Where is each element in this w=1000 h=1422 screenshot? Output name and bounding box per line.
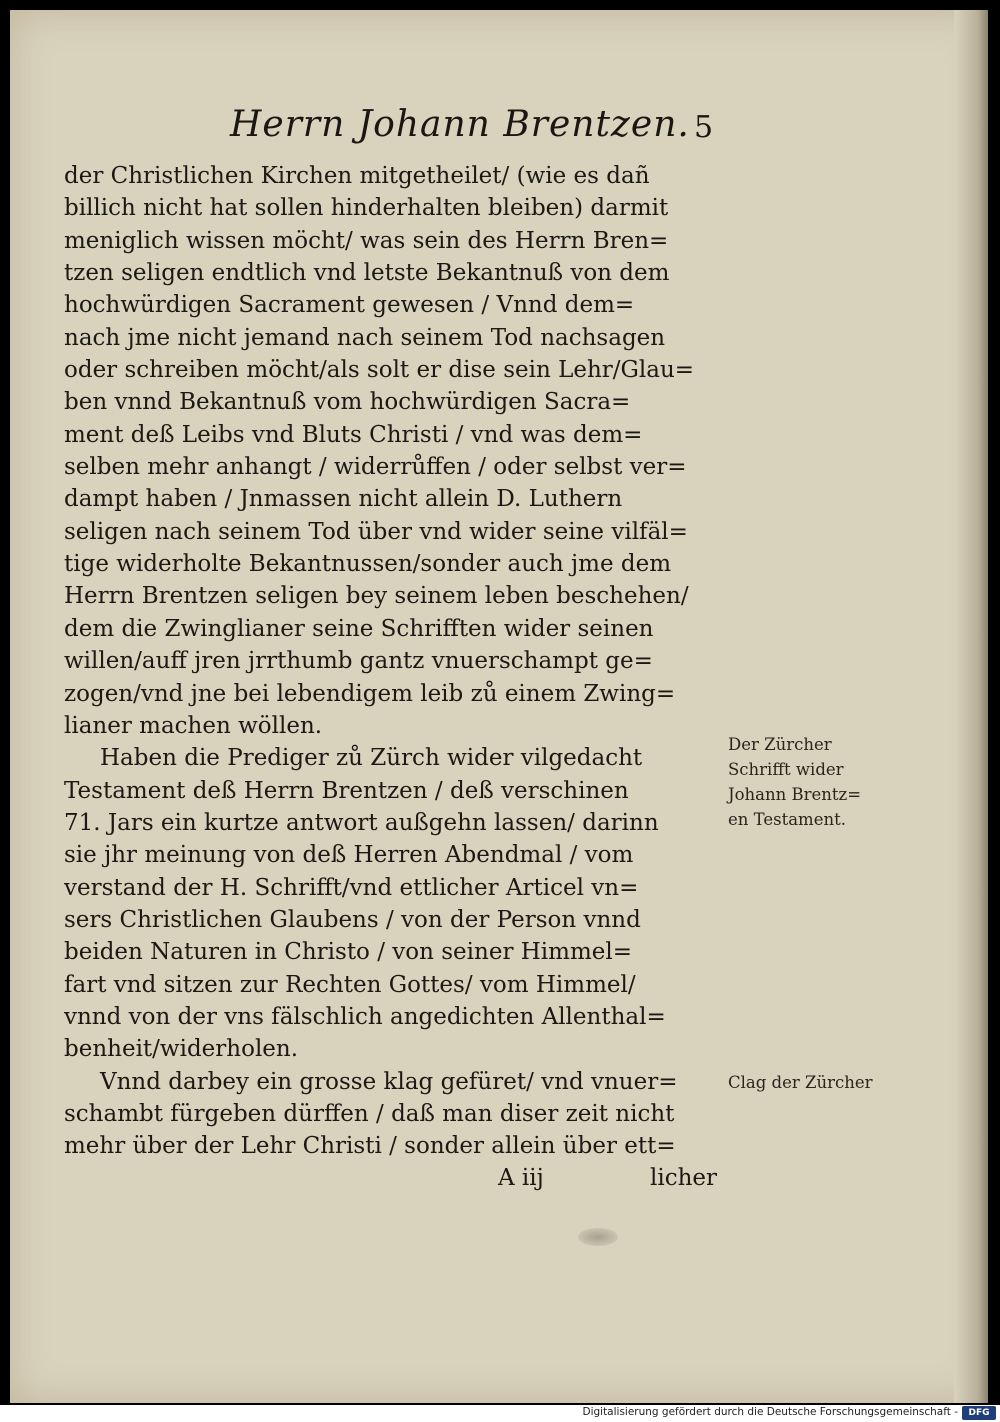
text-line: Haben die Prediger zů Zürch wider vilgedacht [100, 745, 643, 772]
dfg-logo: DFG [962, 1406, 996, 1420]
text-line: nach jme nicht jemand nach seinem Tod nachsagen [64, 324, 666, 351]
text-line: meniglich wissen möcht/ was sein des Herrn Bren= [64, 227, 669, 254]
text-line: zogen/vnd jne bei lebendigem leib zů einem Zwing= [64, 680, 676, 707]
text-line: mehr über der Lehr Christi / sonder allein über ett= [64, 1133, 676, 1160]
signature-line [490, 1165, 730, 1199]
margin-note-line: Der Zürcher [728, 735, 832, 754]
text-line: willen/auff jren jrrthumb gantz vnuerschampt ge= [64, 648, 653, 675]
body-text [64, 160, 724, 1163]
text-line: dampt haben / Jnmassen nicht allein D. Luthern [64, 486, 623, 513]
text-line: dem die Zwinglianer seine Schrifften wider seinen [64, 615, 654, 642]
text-line: Herrn Brentzen seligen bey seinem leben beschehen/ [64, 583, 689, 610]
footer-credit: Digitalisierung gefördert durch die Deutsche Forschungsgemeinschaft - [582, 1406, 958, 1418]
margin-note-line: en Testament. [728, 810, 846, 829]
footer-bar [0, 1405, 1000, 1422]
margin-note-zuercher-schrifft [728, 732, 861, 832]
text-line: beiden Naturen in Christo / von seiner Himmel= [64, 939, 633, 966]
catchword: licher [650, 1165, 718, 1191]
text-line: vnnd von der vns fälschlich angedichten Allenthal= [64, 1003, 666, 1030]
text-line: verstand der H. Schrifft/vnd ettlicher Articel vn= [64, 874, 639, 901]
text-line: benheit/widerholen. [64, 1036, 299, 1063]
ink-smudge [578, 1228, 618, 1246]
page-header [0, 104, 1000, 154]
text-line: lianer machen wöllen. [64, 712, 323, 739]
text-line: schambt fürgeben dürffen / daß man diser zeit nicht [64, 1100, 675, 1127]
text-line: ment deß Leibs vnd Bluts Christi / vnd was dem= [64, 421, 643, 448]
text-line: sie jhr meinung von deß Herren Abendmal / vom [64, 842, 634, 869]
text-line: Testament deß Herrn Brentzen / deß verschinen [64, 777, 629, 804]
text-line: ben vnnd Bekantnuß vom hochwürdigen Sacra= [64, 389, 631, 416]
page-edge [954, 10, 988, 1403]
text-line: seligen nach seinem Tod über vnd wider seine vilfäl= [64, 518, 688, 545]
text-line: selben mehr anhangt / widerrůffen / oder selbst ver= [64, 454, 687, 481]
text-line: 71. Jars ein kurtze antwort außgehn lassen/ darinn [64, 809, 659, 836]
signature-mark: A iij [498, 1165, 544, 1191]
margin-note-line: Johann Brentz= [728, 785, 862, 804]
text-line: billich nicht hat sollen hinderhalten bleiben) darmit [64, 195, 669, 222]
text-line: hochwürdigen Sacrament gewesen / Vnnd dem= [64, 292, 635, 319]
text-line: tzen seligen endtlich vnd letste Bekantnuß von dem [64, 260, 670, 287]
running-title: Herrn Johann Brentzen. [230, 104, 690, 145]
text-line: der Christlichen Kirchen mitgetheilet/ (wie es dañ [64, 163, 650, 189]
text-line: Vnnd darbey ein grosse klag gefüret/ vnd vnuer= [100, 1068, 678, 1095]
text-line: sers Christlichen Glaubens / von der Person vnnd [64, 906, 641, 933]
margin-note-line: Clag der Zürcher [728, 1073, 873, 1092]
text-line: fart vnd sitzen zur Rechten Gottes/ vom Himmel/ [64, 971, 636, 998]
text-line: oder schreiben möcht/als solt er dise sein Lehr/Glau= [64, 357, 695, 384]
page-number: 5 [694, 110, 714, 145]
text-line: tige widerholte Bekantnussen/sonder auch jme dem [64, 551, 672, 578]
margin-note-line: Schrifft wider [728, 760, 844, 779]
margin-note-clag [728, 1070, 873, 1095]
